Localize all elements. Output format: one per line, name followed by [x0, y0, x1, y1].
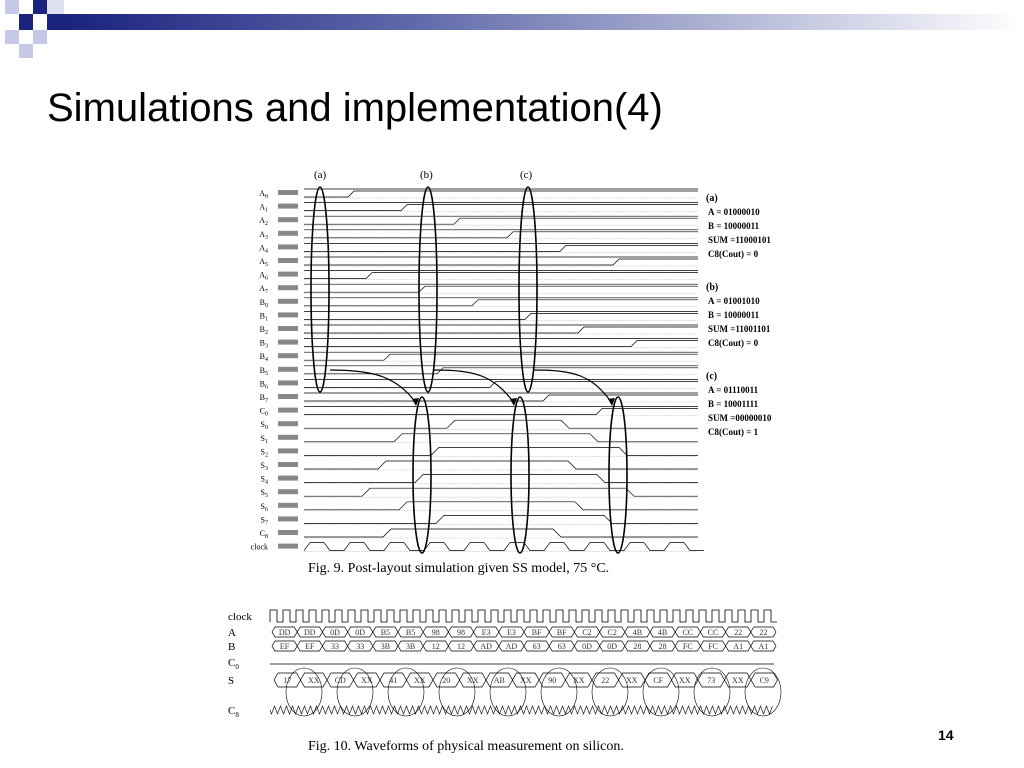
fig10-s-value: XX — [360, 676, 373, 685]
fig9-annotation-b: B = 10001111 — [708, 399, 759, 409]
fig10-b-value: FC — [708, 642, 718, 651]
deco-square — [5, 0, 19, 14]
fig9-waveform — [304, 461, 698, 469]
fig10-b-value: A1 — [733, 642, 744, 651]
fig10-b-value: AD — [480, 642, 492, 651]
fig9-waveform — [304, 284, 698, 292]
fig9-annotation-sum: SUM =11001101 — [708, 324, 771, 334]
fig9-signal-glyph — [278, 190, 298, 195]
fig9-signal-glyph — [278, 272, 298, 277]
fig10-a-value: E3 — [481, 628, 491, 637]
fig9-waveform — [304, 434, 698, 442]
fig10-row-label: S — [228, 675, 235, 687]
slide-title: Simulations and implementation(4) — [47, 86, 663, 130]
fig10-b-value: 12 — [457, 642, 465, 651]
fig9-signal-label: clock — [250, 542, 268, 552]
fig9-signal-glyph — [278, 204, 298, 209]
fig10-s-value: 22 — [601, 676, 610, 685]
fig9-signal-glyph — [278, 353, 298, 358]
fig9-waveform — [304, 529, 698, 537]
header-gradient-bar — [64, 14, 1024, 30]
fig9-signal-glyph — [278, 516, 298, 521]
fig9-waveform — [304, 298, 698, 306]
fig10-s-value: XX — [466, 676, 479, 685]
fig9-marker-a: (a) — [314, 169, 327, 181]
fig9-annotation-b: B = 10000011 — [708, 221, 760, 231]
fig9-waveform — [304, 203, 698, 211]
fig10-clock-wave — [270, 610, 777, 622]
fig9-signal-label: $C_8$ — [259, 529, 268, 540]
fig9-waveform — [304, 379, 698, 387]
fig10-a-value: DD — [304, 628, 316, 637]
fig10-b-value: 3B — [380, 642, 391, 651]
fig9-signal-glyph — [278, 367, 298, 372]
fig10-a-value: 0D — [355, 628, 366, 637]
fig10-b-value: 33 — [331, 642, 339, 651]
fig9-annotation-tag: (c) — [706, 371, 718, 382]
fig9-signal-glyph — [278, 476, 298, 481]
fig10-b-value: 33 — [356, 642, 365, 651]
fig10-ellipse — [388, 668, 424, 716]
fig9-signal-label: $B_7$ — [259, 393, 268, 404]
fig10-a-value: C2 — [582, 628, 592, 637]
deco-square — [19, 14, 33, 30]
fig10-caption: Fig. 10. Waveforms of physical measurement on silicon. — [308, 739, 624, 754]
fig9-signal-label: $C_0$ — [259, 406, 268, 418]
page-number: 14 — [938, 727, 954, 743]
fig9-signal-glyph — [278, 448, 298, 453]
fig9-signal-glyph — [278, 421, 298, 426]
fig9-signal-glyph — [278, 340, 298, 345]
fig10-s-value: XX — [519, 676, 532, 685]
fig10-s-value: XX — [307, 676, 320, 685]
fig10-s-value: XX — [678, 676, 691, 685]
fig9-annotation-c8: C8(Cout) = 0 — [708, 338, 759, 348]
fig9-signal-label: $B_4$ — [259, 352, 268, 364]
fig9-annotation-c8: C8(Cout) = 1 — [708, 427, 759, 437]
fig10-a-value: CC — [707, 628, 719, 637]
fig9-signal-glyph — [278, 231, 298, 236]
fig10-a-value: 22 — [734, 628, 743, 637]
fig10-row-label: B — [228, 641, 236, 653]
fig9-signal-glyph — [278, 503, 298, 508]
fig10-a-value: E3 — [506, 628, 516, 637]
fig10-b-value: AD — [505, 642, 518, 651]
fig9-signal-glyph — [278, 530, 298, 535]
fig9-signal-glyph — [278, 258, 298, 263]
fig10-ellipse — [286, 668, 322, 716]
deco-square — [47, 0, 64, 14]
fig10-b-value: 3B — [405, 642, 416, 651]
fig9-annotation-tag: (b) — [706, 282, 719, 293]
fig10-a-value: 98 — [431, 628, 440, 637]
fig10-a-value: 4B — [657, 628, 668, 637]
fig9-signal-label: $S_2$ — [260, 447, 268, 459]
fig10-a-value: 4B — [632, 628, 643, 637]
fig9-signal-glyph — [278, 244, 298, 249]
header-decoration — [0, 0, 1024, 60]
fig10-b-value: A1 — [758, 642, 769, 651]
fig9-waveform — [304, 488, 698, 496]
fig9-waveform — [304, 475, 698, 483]
fig10-ellipse — [334, 668, 373, 716]
fig9-waveform — [304, 339, 698, 347]
fig9-output-ellipse — [413, 397, 431, 553]
fig9-signal-glyph — [278, 394, 298, 399]
fig9-signal-glyph — [278, 299, 298, 304]
fig9-signal-label: $B_1$ — [259, 311, 268, 323]
fig9-waveform — [304, 257, 698, 265]
fig10-b-value: 12 — [431, 642, 440, 651]
fig9-signal-label: $A_3$ — [259, 229, 268, 241]
fig9-waveform — [304, 420, 698, 428]
fig9-signal-label: $B_2$ — [259, 325, 268, 336]
fig10-s-value: 41 — [389, 676, 398, 685]
fig9-waveform — [304, 216, 698, 224]
fig9-caption: Fig. 9. Post-layout simulation given SS model, 75 °C. — [308, 561, 610, 576]
fig10-measurement-waveforms — [222, 604, 782, 756]
fig9-signal-label: $A_7$ — [259, 284, 268, 296]
fig10-s-value: 73 — [707, 676, 716, 685]
fig9-signal-glyph — [278, 544, 298, 549]
fig9-signal-label: $A_2$ — [259, 216, 268, 228]
fig9-signal-glyph — [278, 462, 298, 467]
fig10-ellipse — [541, 668, 577, 716]
fig9-signal-label: $A_5$ — [259, 257, 268, 268]
fig9-waveform — [304, 352, 698, 360]
fig10-a-value: 98 — [457, 628, 465, 637]
fig10-s-value: 17 — [283, 676, 292, 685]
fig9-waveform — [304, 311, 698, 319]
fig9-waveform — [304, 325, 698, 333]
fig9-signal-glyph — [278, 217, 298, 222]
deco-square — [33, 0, 47, 14]
fig10-a-value: BF — [556, 628, 567, 637]
fig9-waveform — [304, 447, 698, 455]
fig9-signal-label: $B_3$ — [259, 338, 268, 350]
fig10-row-label: $C_0$ — [228, 657, 239, 671]
fig10-a-value: BF — [531, 628, 542, 637]
fig9-output-ellipse — [609, 397, 627, 553]
fig9-annotation-sum: SUM =11000101 — [708, 235, 771, 245]
fig10-c8-wave — [270, 706, 773, 714]
fig9-signal-glyph — [278, 326, 298, 331]
fig9-annotation-tag: (a) — [706, 193, 718, 204]
fig10-b-value: 0D — [607, 642, 618, 651]
fig10-b-value: FC — [682, 642, 693, 651]
fig10-s-value: XX — [731, 676, 744, 685]
fig9-annotation-a: A = 01001010 — [708, 296, 760, 306]
fig10-b-value: 0D — [582, 642, 592, 651]
fig9-annotation-b: B = 10000011 — [708, 310, 760, 320]
fig10-a-value: CC — [682, 628, 694, 637]
deco-square — [5, 30, 19, 44]
fig10-ellipse — [490, 668, 526, 716]
fig9-signal-label: $S_1$ — [260, 433, 268, 445]
fig10-s-value: CF — [653, 676, 664, 685]
fig9-signal-label: $S_3$ — [260, 461, 268, 472]
fig10-s-value: XX — [625, 676, 638, 685]
deco-square — [33, 30, 47, 44]
fig9-signal-label: $S_4$ — [260, 474, 268, 486]
fig10-ellipse — [592, 668, 628, 716]
fig9-signal-glyph — [278, 435, 298, 440]
fig9-signal-label: $B_5$ — [259, 365, 268, 377]
fig10-a-value: B5 — [380, 628, 391, 637]
fig9-simulation-waveforms — [248, 163, 808, 583]
fig9-annotation-a: A = 01110011 — [708, 385, 759, 395]
fig9-waveform — [304, 189, 698, 197]
fig9-annotation-a: A = 01000010 — [708, 207, 760, 217]
fig9-signal-label: $A_6$ — [259, 270, 268, 282]
fig10-s-value: 20 — [442, 676, 451, 685]
fig9-signal-label: $A_0$ — [259, 189, 268, 200]
fig10-a-value: C2 — [607, 628, 617, 637]
fig9-waveform — [304, 393, 698, 401]
fig9-waveform — [304, 515, 698, 523]
fig9-signal-glyph — [278, 489, 298, 494]
fig10-a-value: DD — [278, 628, 291, 637]
fig10-b-value: 63 — [557, 642, 566, 651]
fig9-marker-c: (c) — [520, 169, 533, 181]
fig9-signal-label: $S_5$ — [260, 488, 268, 500]
fig10-b-value: 28 — [658, 642, 667, 651]
fig9-waveform — [304, 243, 698, 251]
fig10-row-label: clock — [228, 611, 252, 623]
fig9-waveform — [304, 543, 704, 551]
fig10-b-value: EF — [279, 642, 290, 651]
fig10-b-value: 28 — [633, 642, 642, 651]
fig10-s-value: XX — [413, 676, 426, 685]
fig10-b-value: 63 — [532, 642, 541, 651]
fig9-marker-b: (b) — [420, 169, 433, 181]
fig9-signal-label: $S_7$ — [260, 515, 268, 527]
deco-square — [47, 14, 64, 30]
fig10-row-label: $C_8$ — [228, 705, 239, 719]
fig10-s-value: AB — [493, 676, 505, 685]
fig10-a-value: 0D — [330, 628, 340, 637]
fig9-signal-glyph — [278, 408, 298, 413]
fig10-a-value: 22 — [759, 628, 768, 637]
fig10-b-value: EF — [305, 642, 315, 651]
fig9-signal-glyph — [278, 312, 298, 317]
fig10-row-label: A — [228, 627, 236, 639]
fig9-waveform — [304, 230, 698, 238]
fig9-annotation-c8: C8(Cout) = 0 — [708, 249, 759, 259]
fig9-waveform — [304, 407, 698, 415]
fig9-signal-label: $A_1$ — [259, 202, 268, 214]
fig9-signal-label: $S_6$ — [260, 501, 268, 513]
fig10-a-value: B5 — [405, 628, 416, 637]
fig9-signal-glyph — [278, 285, 298, 290]
fig9-waveform — [304, 502, 698, 510]
fig10-s-value: C9 — [759, 676, 769, 685]
fig10-s-value: CD — [334, 676, 346, 685]
fig9-signal-label: $S_0$ — [260, 420, 268, 432]
fig9-signal-label: $A_4$ — [259, 243, 268, 255]
fig9-signal-label: $B_0$ — [259, 297, 268, 309]
fig9-annotation-sum: SUM =00000010 — [708, 413, 772, 423]
deco-square — [19, 44, 33, 58]
fig10-s-value: 90 — [548, 676, 557, 685]
fig9-signal-label: $B_6$ — [259, 379, 268, 391]
fig10-s-value: XX — [572, 676, 585, 685]
fig9-waveform — [304, 271, 698, 279]
fig9-signal-glyph — [278, 380, 298, 385]
